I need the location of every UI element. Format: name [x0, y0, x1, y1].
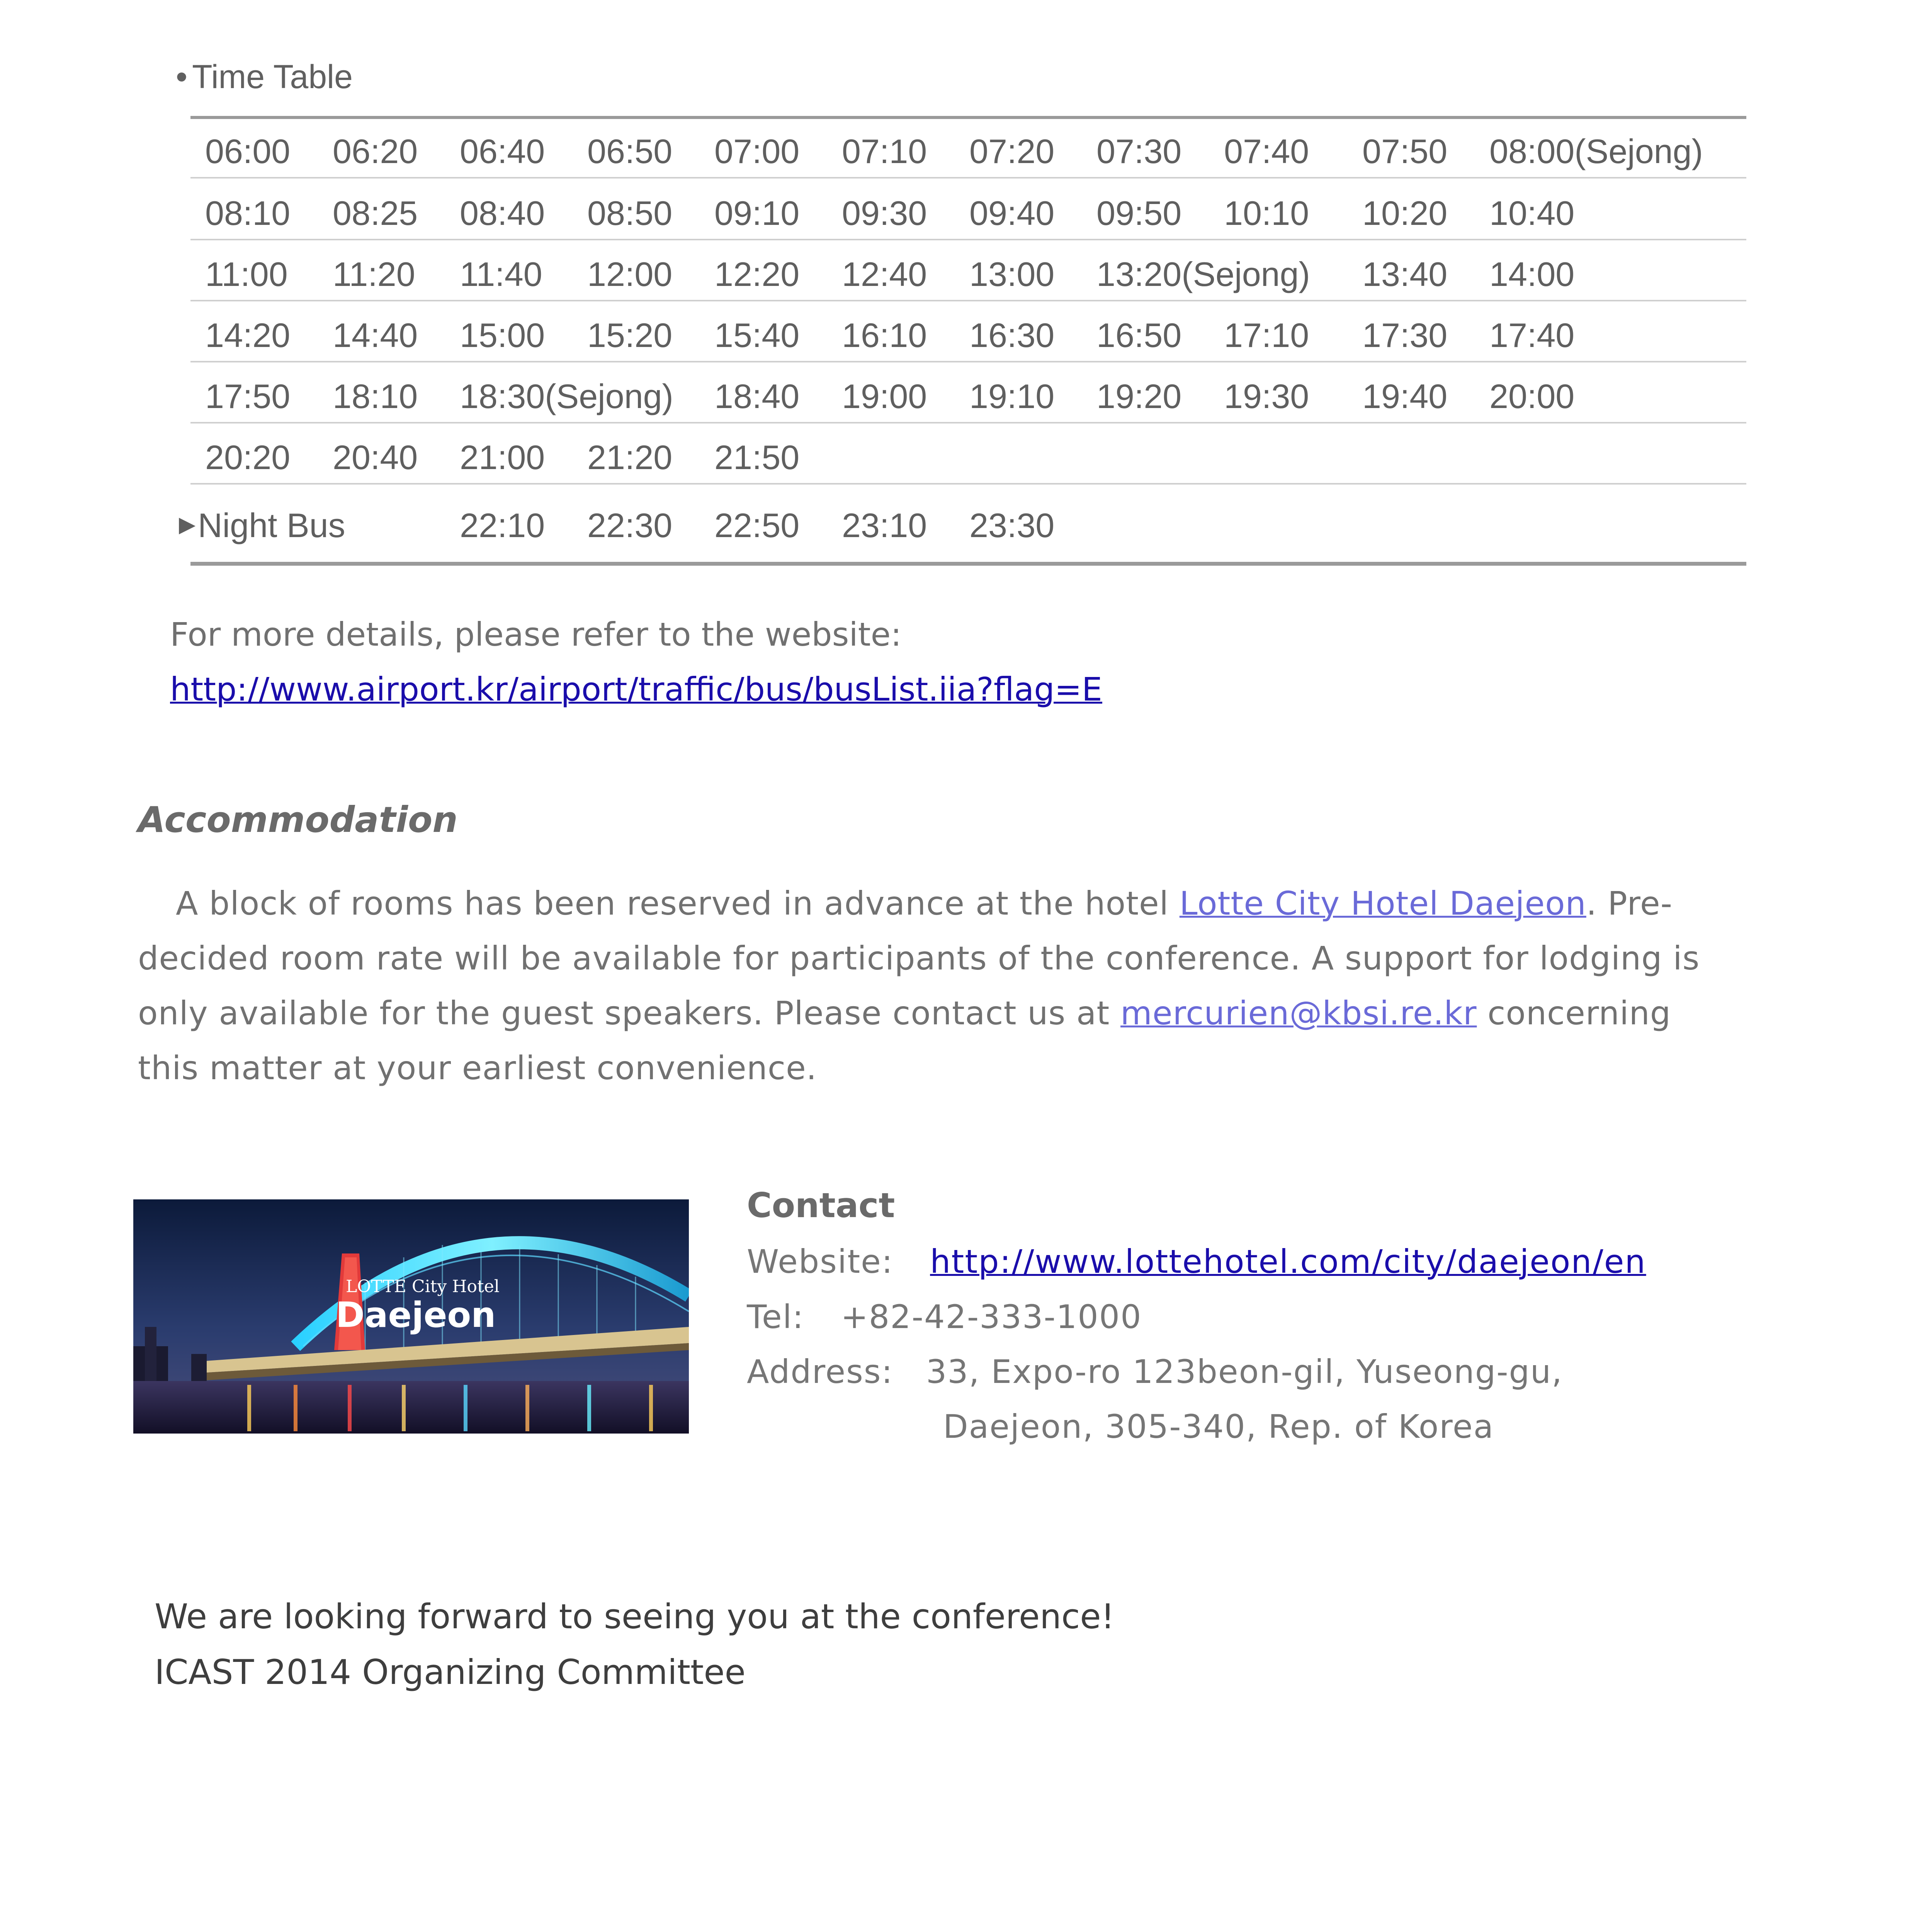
address-line-1: 33, Expo-ro 123beon-gil, Yuseong-gu, — [926, 1353, 1563, 1391]
details-text: For more details, please refer to the website: — [170, 616, 902, 653]
timetable-cell: 12:20 — [714, 255, 800, 293]
night-bus-time: 23:10 — [842, 506, 927, 544]
timetable-cell: 20:20 — [205, 438, 291, 476]
night-bus-time: 23:30 — [969, 506, 1055, 544]
timetable-cell: 11:20 — [333, 255, 415, 293]
timetable-cell: 10:20 — [1362, 194, 1448, 232]
airport-bus-link[interactable]: http://www.airport.kr/airport/traffic/bus/busList.iia?flag=E — [170, 670, 1102, 708]
timetable-cell: 09:40 — [969, 194, 1055, 232]
night-bus-label — [179, 506, 345, 544]
timetable-cell: 07:50 — [1362, 132, 1448, 170]
timetable-cell: 15:00 — [460, 316, 545, 354]
timetable-cell: 13:40 — [1362, 255, 1448, 293]
timetable-cell: 12:40 — [842, 255, 927, 293]
hotel-link[interactable]: Lotte City Hotel Daejeon — [1179, 884, 1586, 922]
timetable-cell: 21:20 — [587, 438, 673, 476]
night-bus-row — [179, 486, 1746, 560]
timetable-cell: 17:50 — [205, 377, 291, 415]
timetable-cell: 19:20 — [1096, 377, 1182, 415]
timetable-cell: 19:00 — [842, 377, 927, 415]
timetable-cell: 09:30 — [842, 194, 927, 232]
timetable-cell: 10:40 — [1489, 194, 1575, 232]
night-bus-time: 22:50 — [714, 506, 800, 544]
timetable-cell: 14:00 — [1489, 255, 1575, 293]
timetable-row — [190, 303, 1746, 362]
timetable-row — [190, 242, 1746, 301]
closing-line-1: We are looking forward to seeing you at the conference! — [155, 1597, 1115, 1636]
timetable-cell: 17:30 — [1362, 316, 1448, 354]
timetable-row — [190, 364, 1746, 423]
timetable-cell: 18:30(Sejong) — [460, 377, 673, 415]
timetable-cell: 11:40 — [460, 255, 542, 293]
timetable-top-rule — [190, 116, 1746, 119]
timetable-cell: 14:20 — [205, 316, 291, 354]
website-label: Website: — [747, 1243, 894, 1281]
timetable-cell: 21:50 — [714, 438, 800, 476]
timetable-cell: 08:10 — [205, 194, 291, 232]
timetable-cell: 19:10 — [969, 377, 1055, 415]
timetable-cell: 13:20(Sejong) — [1096, 255, 1310, 293]
timetable-cell: 07:00 — [714, 132, 800, 170]
email-link[interactable]: mercurien@kbsi.re.kr — [1120, 994, 1477, 1032]
timetable-cell: 07:40 — [1224, 132, 1309, 170]
tel-value: +82-42-333-1000 — [841, 1298, 1142, 1336]
hotel-photo-illustration — [133, 1199, 689, 1434]
accommodation-line-4: this matter at your earliest convenience. — [138, 1049, 817, 1087]
bullet-icon: • — [176, 58, 188, 95]
contact-tel — [747, 1298, 1142, 1336]
timetable-cell: 17:10 — [1224, 316, 1309, 354]
contact-website — [747, 1243, 1646, 1281]
timetable-cell: 10:10 — [1224, 194, 1309, 232]
timetable-cell: 12:00 — [587, 255, 673, 293]
timetable-row — [190, 119, 1746, 179]
timetable-cell: 09:50 — [1096, 194, 1182, 232]
accommodation-line-3 — [138, 994, 1671, 1032]
timetable-title: • Time Table — [176, 58, 353, 95]
hotel-website-link[interactable]: http://www.lottehotel.com/city/daejeon/en — [930, 1243, 1646, 1281]
timetable-cell: 18:10 — [333, 377, 418, 415]
hotel-city-text: Daejeon — [336, 1295, 496, 1335]
timetable-cell: 15:40 — [714, 316, 800, 354]
timetable-cell: 08:50 — [587, 194, 673, 232]
contact-title: Contact — [747, 1185, 895, 1225]
timetable-cell: 06:20 — [333, 132, 418, 170]
timetable-cell: 19:40 — [1362, 377, 1448, 415]
timetable-cell: 08:25 — [333, 194, 418, 232]
timetable-cell: 08:00(Sejong) — [1489, 132, 1703, 170]
timetable-cell: 13:00 — [969, 255, 1055, 293]
accommodation-line-1 — [176, 884, 1673, 922]
accommodation-heading: Accommodation — [138, 799, 458, 840]
timetable-cell: 08:40 — [460, 194, 545, 232]
accommodation-text: . Pre- — [1586, 884, 1673, 922]
play-arrow-icon: ▶ — [179, 512, 196, 536]
timetable-cell: 20:40 — [333, 438, 418, 476]
timetable-cell: 11:00 — [205, 255, 288, 293]
timetable-cell: 16:30 — [969, 316, 1055, 354]
timetable-cell: 17:40 — [1489, 316, 1575, 354]
timetable-cell: 15:20 — [587, 316, 673, 354]
timetable-cell: 06:40 — [460, 132, 545, 170]
night-bus-time: 22:10 — [460, 506, 545, 544]
timetable-cell: 20:00 — [1489, 377, 1575, 415]
address-line-2: Daejeon, 305-340, Rep. of Korea — [943, 1408, 1494, 1446]
accommodation-text: concerning — [1477, 994, 1671, 1032]
accommodation-text: only available for the guest speakers. Please contact us at — [138, 994, 1121, 1032]
timetable-cell: 16:50 — [1096, 316, 1182, 354]
timetable-cell: 09:10 — [714, 194, 800, 232]
timetable-row — [190, 181, 1746, 240]
accommodation-text: A block of rooms has been reserved in advance at the hotel — [176, 884, 1180, 922]
timetable-cell: 07:30 — [1096, 132, 1182, 170]
timetable-bottom-rule — [190, 562, 1746, 566]
hotel-photo — [133, 1199, 689, 1434]
accommodation-line-2: decided room rate will be available for participants of the conference. A support for lodging is — [138, 939, 1700, 977]
closing-line-2: ICAST 2014 Organizing Committee — [155, 1652, 746, 1692]
timetable-cell: 16:10 — [842, 316, 927, 354]
timetable-cell: 07:10 — [842, 132, 927, 170]
hotel-brand-text: LOTTE City Hotel — [346, 1277, 500, 1296]
timetable-cell: 21:00 — [460, 438, 545, 476]
address-label: Address: — [747, 1353, 893, 1391]
timetable-cell: 07:20 — [969, 132, 1055, 170]
tel-label: Tel: — [747, 1298, 804, 1336]
night-bus-label-text: Night Bus — [198, 506, 345, 544]
night-bus-time: 22:30 — [587, 506, 673, 544]
timetable-cell: 14:40 — [333, 316, 418, 354]
contact-address — [747, 1353, 1563, 1391]
timetable-row — [190, 425, 1746, 485]
timetable-cell: 18:40 — [714, 377, 800, 415]
timetable-cell: 06:50 — [587, 132, 673, 170]
timetable-cell: 06:00 — [205, 132, 291, 170]
timetable-cell: 19:30 — [1224, 377, 1309, 415]
